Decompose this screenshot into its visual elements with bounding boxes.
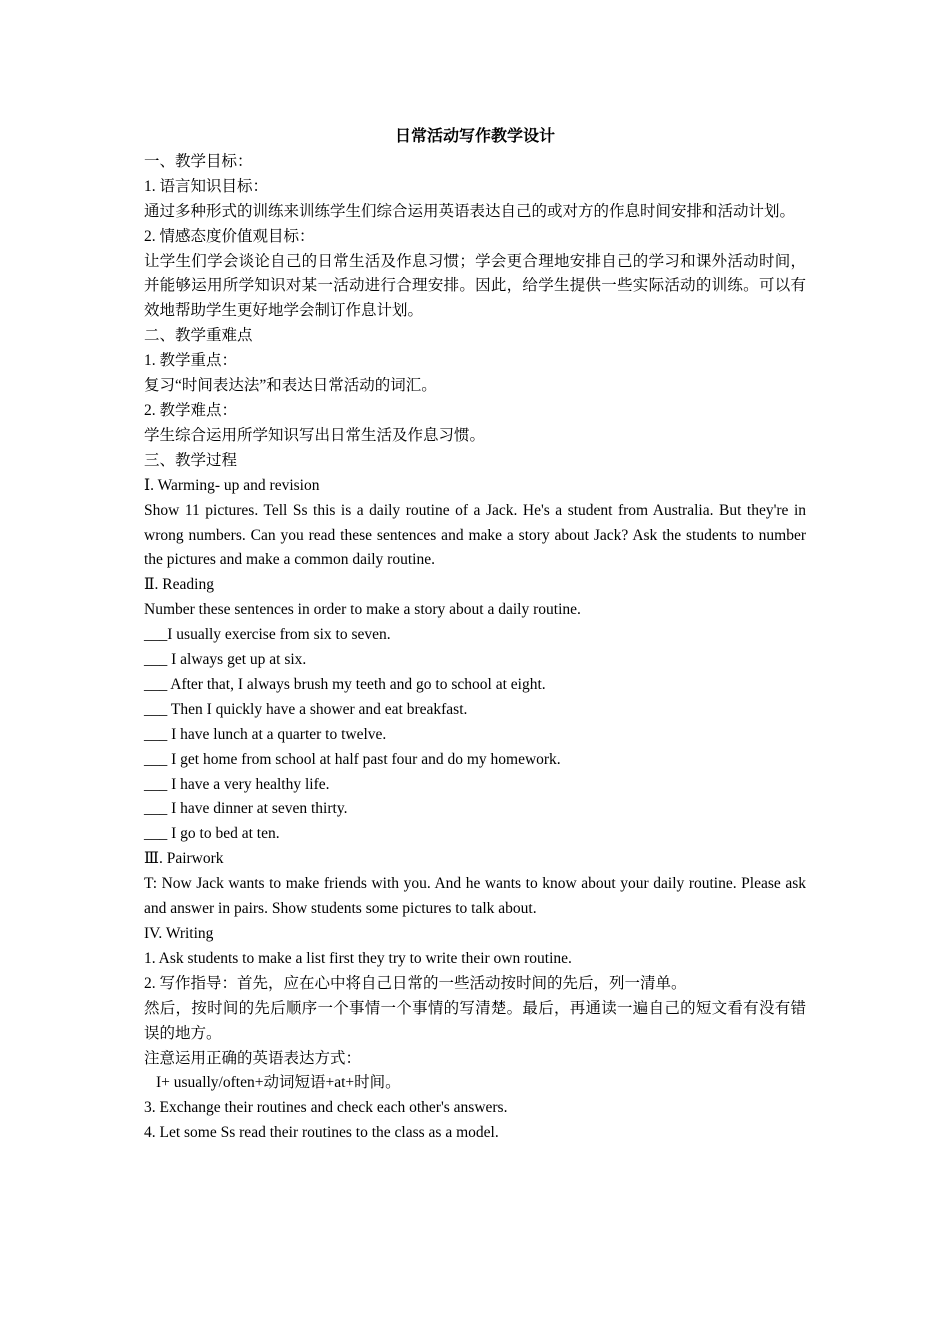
list-item: ___ I go to bed at ten.: [144, 825, 280, 843]
step-heading-warming-up: Ⅰ. Warming- up and revision: [144, 476, 320, 494]
paragraph-focus: 复习“时间表达法”和表达日常活动的词汇。: [144, 377, 437, 395]
document-body: [144, 125, 806, 1146]
list-item: ___ I have dinner at seven thirty.: [144, 800, 348, 818]
paragraph-warming-up: Show 11 pictures. Tell Ss this is a daily routine of a Jack. He's a student from Australia. But they're in wrong numbers. Can you read these sentences and make a story about Jack? Ask the students to number the pictures and make a common daily routine.: [144, 501, 806, 569]
paragraph-pairwork: T: Now Jack wants to make friends with you. And he wants to know about your daily routine. Please ask and answer in pairs. Show students some pictures to talk about.: [144, 875, 806, 918]
list-item: ___ After that, I always brush my teeth and go to school at eight.: [144, 675, 546, 693]
list-item: ___ I have lunch at a quarter to twelve.: [144, 725, 387, 743]
list-item: ___ I get home from school at half past four and do my homework.: [144, 750, 561, 768]
writing-formula: I+ usually/often+动词短语+at+时间。: [156, 1074, 401, 1092]
subheading-language-goal: 1. 语言知识目标：: [144, 177, 269, 195]
paragraph-attitude-goal: 让学生们学会谈论自己的日常生活及作息习惯；学会更合理地安排自己的学习和课外活动时间，并能够运用所学知识对某一活动进行合理安排。因此，给学生提供一些实际活动的训练。可以有效地帮助学生更好地学会制订作息计划。: [144, 252, 806, 320]
step-heading-reading: Ⅱ. Reading: [144, 576, 214, 594]
list-item: ___I usually exercise from six to seven.: [144, 626, 391, 644]
subheading-focus: 1. 教学重点：: [144, 352, 238, 370]
paragraph-language-goal: 通过多种形式的训练来训练学生们综合运用英语表达自己的或对方的作息时间安排和活动计划。: [144, 202, 796, 220]
step-heading-writing: IV. Writing: [144, 925, 214, 942]
section-heading-key-points: 二、教学重难点: [144, 327, 253, 345]
writing-step-1: 1. Ask students to make a list first they try to write their own routine.: [144, 949, 572, 967]
writing-step-3: 3. Exchange their routines and check each other's answers.: [144, 1099, 508, 1117]
subheading-attitude-goal: 2. 情感态度价值观目标：: [144, 227, 315, 245]
subheading-difficulty: 2. 教学难点：: [144, 401, 238, 419]
list-item: ___ I always get up at six.: [144, 651, 307, 669]
page-title: 日常活动写作教学设计: [394, 128, 555, 145]
step-heading-pairwork: Ⅲ. Pairwork: [144, 850, 224, 868]
reading-instruction: Number these sentences in order to make a story about a daily routine.: [144, 601, 581, 619]
writing-step-4: 4. Let some Ss read their routines to the class as a model.: [144, 1124, 499, 1142]
paragraph-writing-guidance: 然后，按时间的先后顺序一个事情一个事情的写清楚。最后，再通读一遍自己的短文看有没有错误的地方。: [144, 999, 806, 1042]
section-heading-process: 三、教学过程: [144, 451, 238, 469]
writing-note: 注意运用正确的英语表达方式：: [144, 1049, 362, 1067]
writing-step-2: 2. 写作指导：首先，应在心中将自己日常的一些活动按时间的先后，列一清单。: [144, 974, 687, 992]
list-item: ___ Then I quickly have a shower and eat breakfast.: [144, 700, 468, 718]
paragraph-difficulty: 学生综合运用所学知识写出日常生活及作息习惯。: [144, 426, 486, 444]
list-item: ___ I have a very healthy life.: [144, 775, 330, 793]
section-heading-objectives: 一、教学目标：: [144, 152, 253, 170]
